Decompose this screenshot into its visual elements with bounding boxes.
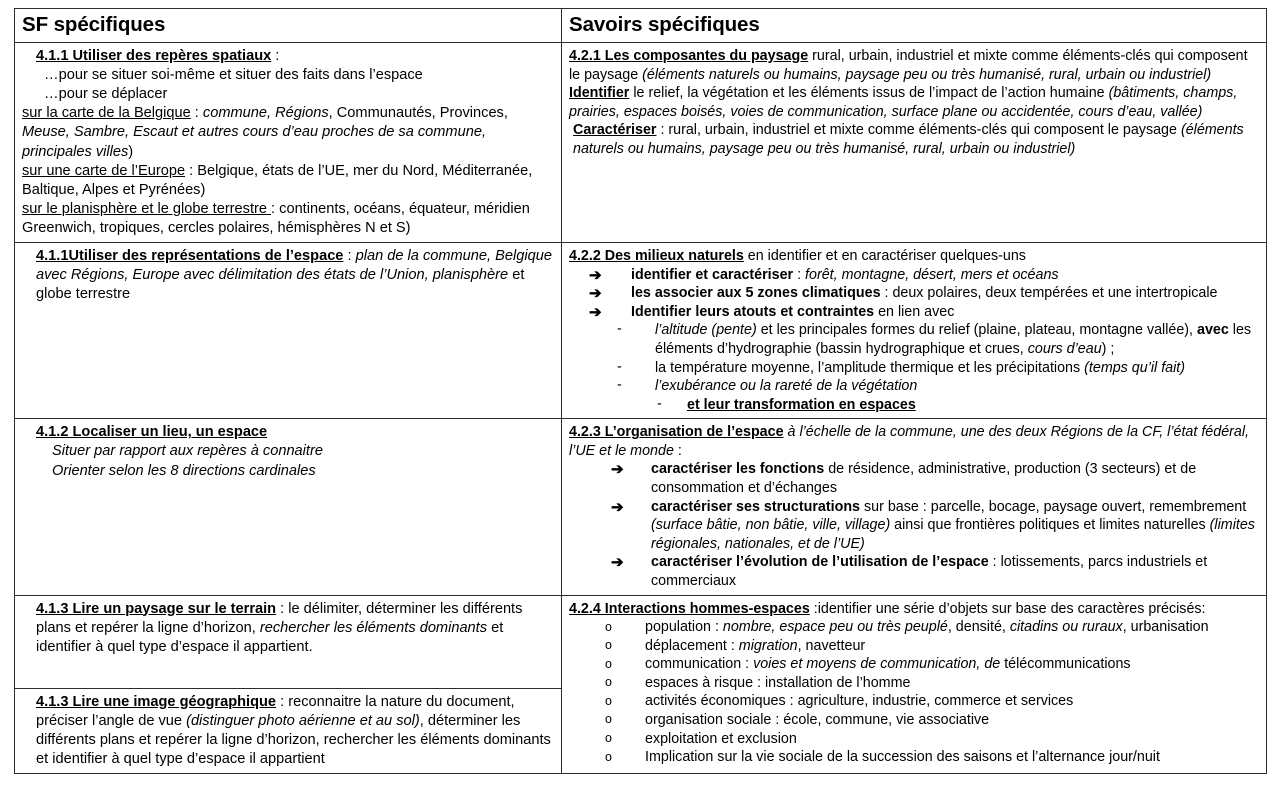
list-item: o exploitation et exclusion <box>605 730 797 747</box>
list-item: o communication : voies et moyens de communication, de télécommunications <box>605 656 1131 673</box>
circle-icon: o <box>605 656 612 671</box>
circle-icon: o <box>605 638 612 653</box>
circle-icon: o <box>605 749 612 764</box>
cell-sf-411b <box>15 243 562 419</box>
subdash-list-422 <box>569 396 1259 415</box>
heading-412: 4.1.2 Localiser un lieu, un espace <box>36 424 268 441</box>
list-item: ➔ Identifier leurs atouts et contraintes en lien avec <box>589 303 955 321</box>
dash-icon: - <box>617 377 622 394</box>
heading-423: 4.2.3 L’organisation de l’espace à l’échelle de la commune, une des deux Régions de la CF, l’état fédéral, l’UE et le monde : <box>569 424 1250 459</box>
heading-411: 4.1.1 Utiliser des repères spatiaux : <box>36 48 280 64</box>
heading-424: 4.2.4 Interactions hommes-espaces :identifier une série d’objets sur base des caractères précisés: <box>569 600 1206 617</box>
map-item-planisphere: sur le planisphère et le globe terrestre : continents, océans, équateur, méridien Greenwich, tropiques, cercles polaires, hémisphères N et S) <box>22 200 530 236</box>
table-row <box>15 243 1267 419</box>
list-item: - l’exubérance ou la rareté de la végétation <box>617 377 918 395</box>
arrow-icon: ➔ <box>589 303 602 321</box>
list-item: ➔ les associer aux 5 zones climatiques : deux polaires, deux tempérées et une intertropicale <box>589 285 1218 303</box>
arrow-list-422 <box>569 266 1259 322</box>
cell-sf-413-terrain <box>15 595 562 688</box>
table-header-row <box>15 9 1267 43</box>
list-item: ➔ caractériser l’évolution de l’utilisation de l’espace : lotissements, parcs industriels et commerciaux <box>611 554 1208 589</box>
cell-sf-411 <box>15 43 562 243</box>
list-item: o Implication sur la vie sociale de la succession des saisons et l’alternance jour/nuit <box>605 749 1160 766</box>
list-item: o déplacement : migration, navetteur <box>605 637 866 654</box>
circle-icon: o <box>605 675 612 690</box>
list-item: - la température moyenne, l’amplitude thermique et les précipitations (temps qu’il fait) <box>617 358 1186 376</box>
caracteriser-line: Caractériser : rural, urbain, industriel et mixte comme éléments-clés qui composent le paysage (éléments naturels ou humains, paysage peu ou très humanisé, rural, urbain ou industriel) <box>573 122 1244 157</box>
list-item: o activités économiques : agriculture, industrie, commerce et services <box>605 693 1074 710</box>
circle-icon: o <box>605 619 612 634</box>
cell-savoirs-424 <box>562 595 1267 774</box>
heading-411-representations: 4.1.1Utiliser des représentations de l’espace : plan de la commune, Belgique avec Régions, Europe avec délimitation des états de l’Union, planisphère et globe terrestre <box>36 248 552 303</box>
heading-413-image: 4.1.3 Lire une image géographique : reconnaitre la nature du document, préciser l’angle de vue (distinguer photo aérienne et au sol), déterminer les différents plans et repérer la ligne d’horizon, rechercher les éléments dominants et identifier à quel type d’espace il appartient <box>36 693 551 767</box>
table-row <box>15 595 1267 688</box>
cell-sf-412 <box>15 419 562 595</box>
arrow-icon: ➔ <box>611 554 624 572</box>
header-cell-left <box>15 9 562 43</box>
dash-icon: - <box>617 321 622 338</box>
heading-421: 4.2.1 Les composantes du paysage rural, urbain, industriel et mixte comme éléments-clés qui composent le paysage (éléments naturels ou humains, paysage peu ou très humanisé, rural, urbain ou industriel) <box>569 48 1248 83</box>
cell-savoirs-423 <box>562 419 1267 595</box>
arrow-icon: ➔ <box>611 498 624 516</box>
header-cell-right <box>562 9 1267 43</box>
list-item: ➔ caractériser ses structurations sur base : parcelle, bocage, paysage ouvert, remembrement (surface bâtie, non bâtie, ville, village) ainsi que frontières politiques et limites naturelles (limites régionales, nationales, et de l’UE) <box>611 498 1255 552</box>
map-item-belgique: sur la carte de la Belgique : commune, Régions, Communautés, Provinces, Meuse, Sambre, Escaut et autres cours d’eau proches de sa commune, principales villes) <box>22 105 508 160</box>
cell-savoirs-422 <box>562 243 1267 419</box>
column-header-sf: SF spécifiques <box>22 13 166 36</box>
list-item: o organisation sociale : école, commune, vie associative <box>605 711 990 728</box>
competency-table <box>14 8 1267 774</box>
dot-line-2: …pour se déplacer <box>44 86 168 103</box>
circle-icon: o <box>605 693 612 708</box>
column-header-savoirs: Savoirs spécifiques <box>569 13 760 36</box>
heading-422: 4.2.2 Des milieux naturels en identifier et en caractériser quelques-uns <box>569 248 1026 265</box>
circle-icon: o <box>605 731 612 746</box>
list-item: - et leur transformation en espaces <box>657 395 916 413</box>
table-row <box>15 43 1267 243</box>
arrow-icon: ➔ <box>589 285 602 303</box>
list-item: o espaces à risque : installation de l’homme <box>605 674 911 691</box>
map-item-europe: sur une carte de l’Europe : Belgique, états de l’UE, mer du Nord, Méditerranée, Baltique, Alpes et Pyrénées) <box>22 162 533 198</box>
arrow-icon: ➔ <box>589 266 602 284</box>
heading-413-terrain: 4.1.3 Lire un paysage sur le terrain : le délimiter, déterminer les différents plans et repérer la ligne d’horizon, rechercher les éléments dominants et identifier à quel type d’espace il appartient. <box>36 600 523 655</box>
sf-412-line-1: Situer par rapport aux repères à connaitre <box>52 443 323 460</box>
cell-sf-413-image <box>15 688 562 774</box>
arrow-list-423 <box>569 460 1259 590</box>
circle-list-424 <box>569 618 1259 767</box>
dot-line-1: …pour se situer soi-même et situer des faits dans l’espace <box>44 67 423 84</box>
dash-icon: - <box>617 358 622 375</box>
arrow-icon: ➔ <box>611 461 624 479</box>
list-item: ➔ caractériser les fonctions de résidence, administrative, production (3 secteurs) et de consommation et d’échanges <box>611 461 1197 497</box>
list-item: - l’altitude (pente) et les principales formes du relief (plaine, plateau, montagne vallée), avec les éléments d’hydrographie (bassin hydrographique et crues, cours d’eau) ; <box>617 321 1252 357</box>
dash-list-422 <box>569 321 1259 395</box>
cell-savoirs-421 <box>562 43 1267 243</box>
list-item: o population : nombre, espace peu ou très peuplé, densité, citadins ou ruraux, urbanisation <box>605 619 1209 636</box>
table-row <box>15 419 1267 595</box>
identifier-line: Identifier le relief, la végétation et les éléments issus de l’impact de l’action humaine (bâtiments, champs, prairies, espaces boisés, voies de communication, surface plane ou accidentée, cours d’eau, vallée) <box>569 85 1238 120</box>
dash-icon: - <box>657 395 662 412</box>
circle-icon: o <box>605 712 612 727</box>
sf-412-line-2: Orienter selon les 8 directions cardinales <box>52 462 316 479</box>
list-item: ➔ identifier et caractériser : forêt, montagne, désert, mers et océans <box>589 266 1059 284</box>
